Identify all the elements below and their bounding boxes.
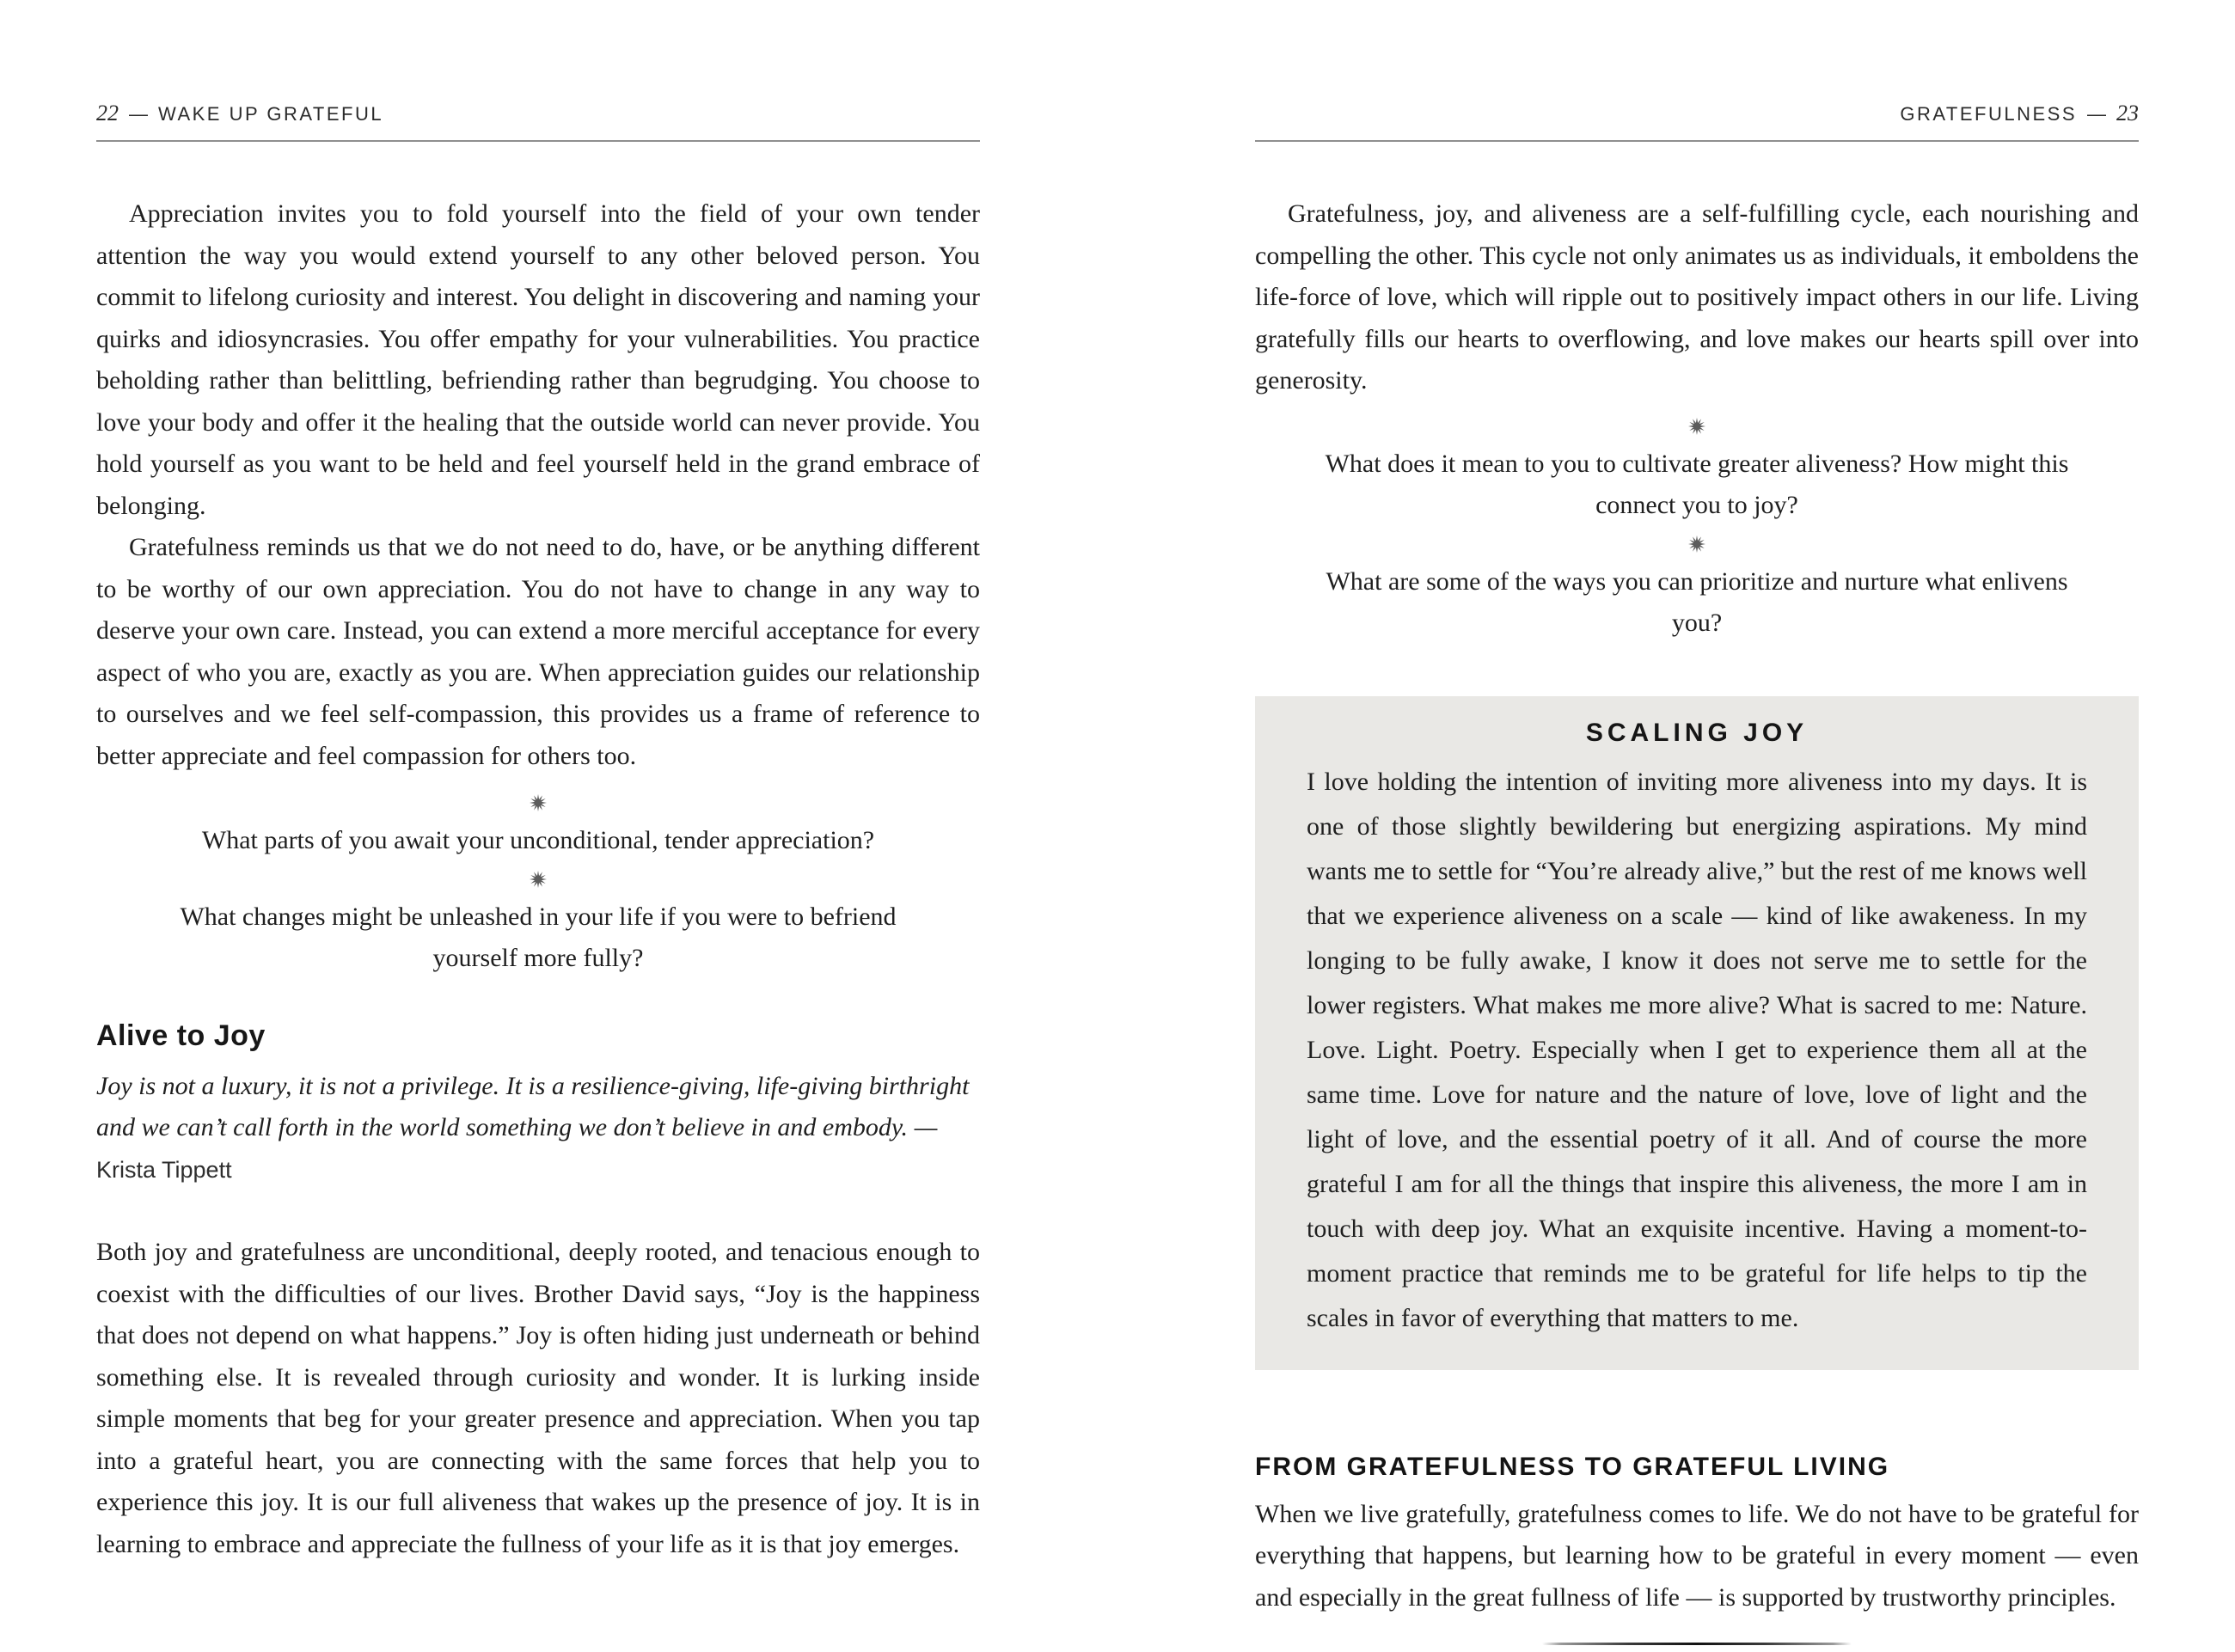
star-divider-icon	[1688, 535, 1705, 553]
star-divider-icon	[530, 794, 547, 811]
star-divider-icon	[1688, 418, 1705, 435]
body-paragraph: Appreciation invites you to fold yourself into the field of your own tender attention the way you would extend yourself to any other beloved person. You commit to lifelong curiosity and interest. You delight in discovering and naming your quirks and idiosyncrasies. You offer empathy for your vulnerabilities. You practice beholding rather than belittling, befriending rather than begrudging. You choose to love your body and offer it the healing that the outside world can never provide. You hold yourself as you want to be held and feel yourself held in the grand embrace of belonging.	[96, 199, 980, 520]
page-number: 22	[96, 101, 119, 125]
body-paragraph: Gratefulness reminds us that we do not need to do, have, or be anything different to be worthy of our own appreciation. You do not have to change in any way to deserve your own care. Instead, you can extend a more merciful acceptance for every aspect of who you are, exactly as you are. When appreciation guides our relationship to ourselves and we feel self-compassion, this provides us a frame of reference to better appreciate and feel compassion for others too.	[96, 533, 980, 770]
body-paragraph: Both joy and gratefulness are unconditional, deeply rooted, and tenacious enough to coexist with the difficulties of our lives. Brother David says, “Joy is the happiness that does not depend on what happens.” Joy is often hiding just underneath or behind something else. It is revealed through curiosity and wonder. It is lurking inside simple moments that beg for your greater presence and appreciation. When you tap into a grateful heart, you are connecting with the same forces that help you to experience this joy. It is our full aliveness that wakes up the presence of joy. It is in learning to embrace and appreciate the fullness of your life as it is that joy emerges.	[96, 1238, 980, 1558]
body-paragraph: When we live gratefully, gratefulness comes to life. We do not have to be grateful for everything that happens, but learning how to be grateful in every moment — even and especially in the great fullness of life — is supported by trustworthy principles.	[1255, 1499, 2139, 1612]
star-divider-icon	[530, 871, 547, 888]
section-divider-rule	[1542, 1643, 1852, 1645]
reflection-question: What changes might be unleashed in your life if you were to befriend yourself more fully?	[180, 902, 897, 972]
header-dash: —	[2087, 103, 2106, 125]
body-paragraph: Gratefulness, joy, and aliveness are a self-fulfilling cycle, each nourishing and compelling the other. This cycle not only animates us as individuals, it emboldens the life-force of love, which will ripple out to positively impact others in our life. Living gratefully fills our hearts to overflowing, and love makes our hearts spill over into generosity.	[1255, 199, 2139, 395]
running-head-right	[1255, 103, 2139, 142]
section-heading: FROM GRATEFULNESS TO GRATEFUL LIVING	[1255, 1452, 1890, 1481]
quote-attribution: — Krista Tippett	[96, 1115, 938, 1183]
reflection-question: What are some of the ways you can prioritize and nurture what enlivens you?	[1326, 566, 2068, 637]
header-dash: —	[129, 103, 148, 125]
epigraph-quote	[96, 1066, 980, 1191]
running-title: WAKE UP GRATEFUL	[158, 103, 384, 125]
quote-text: Joy is not a luxury, it is not a privilege. It is a resilience-giving, life-giving birthright and we can’t call forth in the world something we don’t believe in and embody.	[96, 1071, 970, 1141]
page-left-content	[96, 193, 980, 1565]
callout-title: SCALING JOY	[1585, 718, 1809, 747]
reflection-question: What does it mean to you to cultivate greater aliveness? How might this connect you to joy?	[1325, 449, 2069, 519]
page-right-content	[1255, 193, 2139, 1645]
reflection-question: What parts of you await your unconditional, tender appreciation?	[201, 826, 875, 854]
callout-body: I love holding the intention of inviting more aliveness into my days. It is one of those slightly bewildering but energizing aspirations. My mind wants me to settle for “You’re already alive,” but the rest of me knows well that we experience aliveness on a scale — kind of like awakeness. In my longing to be fully awake, I know it does not serve me to settle for the lower registers. What makes me more alive? What is sacred to me: Nature. Love. Light. Poetry. Especially when I get to experience them all at the same time. Love for nature and the nature of love, love of light and the light of love, and the essential poetry of it all. And of course the more grateful I am for all the things that inspire this aliveness, the more I am in touch with deep joy. What an exquisite incentive. Having a moment-to-moment practice that reminds me to be grateful for life helps to tip the scales in favor of everything that matters to me.	[1307, 767, 2087, 1332]
callout-box	[1255, 696, 2139, 1370]
page-number: 23	[2116, 101, 2139, 125]
page-left	[96, 0, 980, 1652]
running-head-left	[96, 103, 980, 142]
section-heading: Alive to Joy	[96, 1019, 266, 1052]
page-right	[1255, 0, 2139, 1652]
running-title: GRATEFULNESS	[1900, 103, 2077, 125]
